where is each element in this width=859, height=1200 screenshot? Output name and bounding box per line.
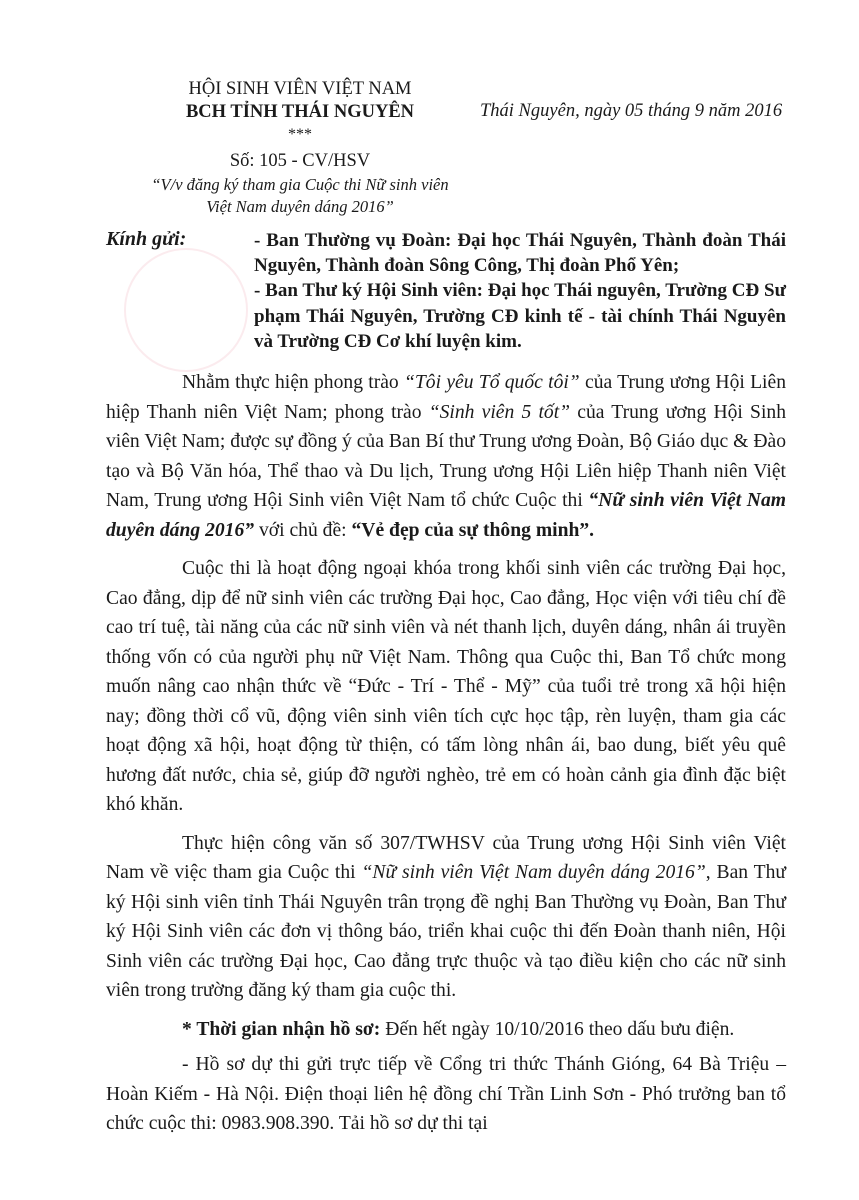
separator-stars: ***	[288, 126, 312, 143]
recipients-block	[106, 228, 786, 354]
p1-theme: “Vẻ đẹp của sự thông minh”	[351, 519, 590, 541]
p1-text-a: Nhằm thực hiện phong trào	[182, 372, 405, 393]
p1-text-g: với chủ đề:	[254, 519, 352, 541]
deadline-label: * Thời gian nhận hồ sơ:	[182, 1018, 381, 1040]
p1-text-c: của Trung ương Hội Liên hiệp Thanh niên Việt Nam; phong trào	[106, 372, 786, 423]
p1-contest-name: “Nữ sinh viên Việt Nam duyên dáng 2016”	[106, 490, 786, 541]
p1-campaign-2: “Sinh viên 5 tốt”	[428, 401, 571, 423]
recipient-item-1: - Ban Thường vụ Đoàn: Đại học Thái Nguyên, Thành đoàn Thái Nguyên, Thành đoàn Sông Công, Thị đoàn Phổ Yên;	[254, 230, 786, 277]
paragraph-submission: - Hồ sơ dự thi gửi trực tiếp về Cổng tri thức Thánh Gióng, 64 Bà Triệu – Hoàn Kiếm - Hà Nội. Điện thoại liên hệ đồng chí Trần Linh Sơn - Phó trưởng ban tổ chức cuộc thi: 0983.908.390. Tải hồ sơ dự thi tại	[106, 1054, 786, 1134]
issuer-block	[150, 78, 450, 218]
recipients-list	[254, 228, 786, 354]
deadline-value: Đến hết ngày 10/10/2016 theo dấu bưu điện.	[380, 1018, 735, 1040]
p3-text-a: Thực hiện công văn số 307/TWHSV của Trung ương Hội Sinh viên Việt Nam về việc tham gia Cuộc thi	[106, 832, 786, 883]
p3-text-c: , Ban Thư ký Hội sinh viên tỉnh Thái Nguyên trân trọng đề nghị Ban Thường vụ Đoàn, Ban Thư ký Hội Sinh viên các đơn vị thông báo, triển khai cuộc thi đến Đoàn thanh niên, Hội Sinh viên các trường Đại học, Cao đẳng trực thuộc và tạo điều kiện cho các nữ sinh viên trong trường đăng ký tham gia cuộc thi.	[106, 862, 786, 1001]
document-date: Thái Nguyên, ngày 05 tháng 9 năm 2016	[480, 101, 783, 121]
p1-campaign-1: “Tôi yêu Tổ quốc tôi”	[404, 372, 580, 393]
p1-text-e: của Trung ương Hội Sinh viên Việt Nam; được sự đồng ý của Ban Bí thư Trung ương Đoàn, Bộ Giáo dục & Đào tạo và Bộ Văn hóa, Thể thao và Du lịch, Trung ương Hội Liên hiệp Thanh niên Việt Nam, Trung ương Hội Sinh viên Việt Nam tổ chức Cuộc thi	[106, 401, 786, 511]
p3-contest-name: “Nữ sinh viên Việt Nam duyên dáng 2016”	[361, 862, 706, 883]
subject-line-2: Việt Nam duyên dáng 2016”	[206, 197, 394, 216]
recipient-item-2: - Ban Thư ký Hội Sinh viên: Đại học Thái nguyên, Trường CĐ Sư phạm Thái Nguyên, Trường CĐ kinh tế - tài chính Thái Nguyên và Trường CĐ Cơ khí luyện kim.	[254, 280, 786, 352]
paragraph-deadline	[106, 1015, 786, 1045]
p1-end: .	[589, 519, 595, 541]
document-number: Số: 105 - CV/HSV	[229, 151, 371, 171]
paragraph-3	[106, 829, 786, 1006]
organization-name: HỘI SINH VIÊN VIỆT NAM	[188, 79, 412, 99]
subject-line-1: “V/v đăng ký tham gia Cuộc thi Nữ sinh viên	[151, 175, 449, 194]
letter-body	[106, 368, 786, 1148]
branch-name: BCH TỈNH THÁI NGUYÊN	[185, 102, 415, 122]
recipients-label: Kính gửi:	[106, 228, 187, 250]
paragraph-2: Cuộc thi là hoạt động ngoại khóa trong khối sinh viên các trường Đại học, Cao đẳng, dịp để nữ sinh viên các trường Đại học, Cao đẳng, Học viện với tiêu chí đề cao trí tuệ, tài năng của các nữ sinh viên và nét thanh lịch, duyên dáng, nhân ái truyền thống vốn có của người phụ nữ Việt Nam. Thông qua Cuộc thi, Ban Tổ chức mong muốn nâng cao nhận thức về “Đức - Trí - Thể - Mỹ” của tuổi trẻ trong xã hội hiện nay; đồng thời cổ vũ, động viên sinh viên tích cực học tập, rèn luyện, tham gia các hoạt động xã hội, hoạt động từ thiện, có tấm lòng nhân ái, bao dung, biết yêu quê hương đất nước, chia sẻ, giúp đỡ người nghèo, trẻ em có hoàn cảnh gia đình đặc biệt khó khăn.	[106, 558, 786, 815]
paragraph-1	[106, 368, 786, 545]
